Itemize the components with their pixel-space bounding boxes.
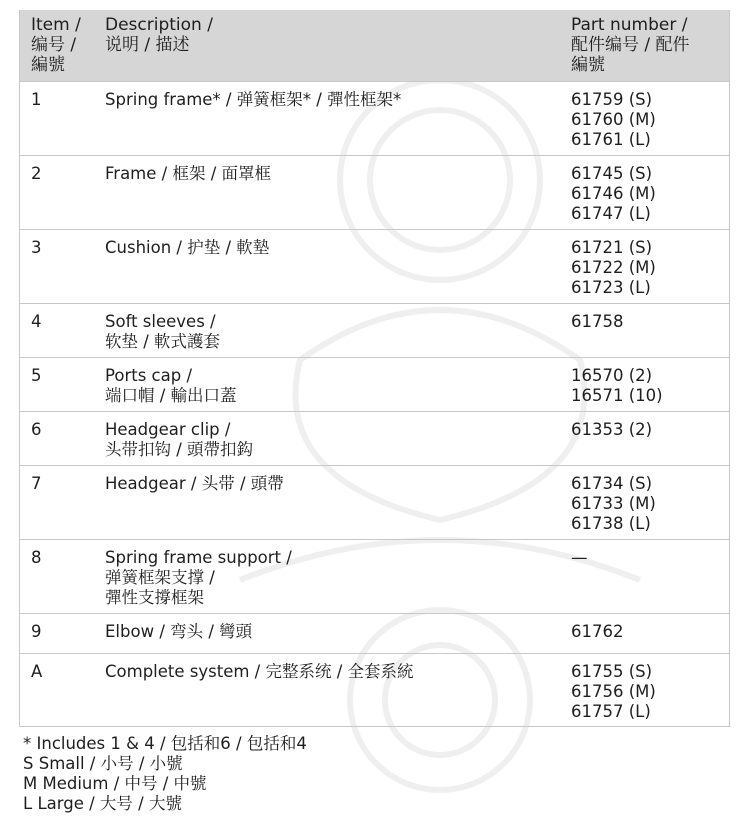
row-description: Ports cap / 端口帽 / 輸出口蓋 <box>105 366 237 405</box>
footnotes <box>23 734 307 814</box>
row-description: Frame / 框架 / 面罩框 <box>105 164 272 183</box>
header-part-number: Part number / 配件编号 / 配件 編號 <box>571 15 690 75</box>
row-item: 7 <box>31 474 42 493</box>
row-part-number: 61758 <box>571 312 624 331</box>
row-description: Headgear clip / 头带扣钩 / 頭帶扣鈎 <box>105 420 254 459</box>
row-part-number: 61353 (2) <box>571 420 653 439</box>
parts-table <box>19 10 730 727</box>
row-part-number: — <box>571 548 588 567</box>
row-description: Spring frame support / 弹簧框架支撑 / 彈性支撐框架 <box>105 548 292 607</box>
row-description: Complete system / 完整系统 / 全套系統 <box>105 662 414 681</box>
table-row <box>20 357 729 411</box>
row-part-number: 61734 (S) 61733 (M) 61738 (L) <box>571 474 656 533</box>
header-description: Description / 说明 / 描述 <box>105 15 213 55</box>
table-row <box>20 81 729 155</box>
row-part-number: 61755 (S) 61756 (M) 61757 (L) <box>571 662 656 721</box>
row-description: Headgear / 头带 / 頭帶 <box>105 474 284 493</box>
row-item: 6 <box>31 420 42 439</box>
row-part-number: 61762 <box>571 622 624 641</box>
table-header <box>20 10 729 81</box>
row-description: Elbow / 弯头 / 彎頭 <box>105 622 253 641</box>
header-item: Item / 编号 / 編號 <box>31 15 81 75</box>
row-item: 4 <box>31 312 42 331</box>
table-row <box>20 303 729 357</box>
footnote-medium: M Medium / 中号 / 中號 <box>23 774 207 793</box>
row-description: Cushion / 护垫 / 軟墊 <box>105 238 270 257</box>
row-item: 9 <box>31 622 42 641</box>
table-row <box>20 653 729 726</box>
row-description: Soft sleeves / 软垫 / 軟式護套 <box>105 312 221 351</box>
table-row <box>20 411 729 465</box>
row-item: 8 <box>31 548 42 567</box>
row-item: A <box>31 662 43 681</box>
footnote-small: S Small / 小号 / 小號 <box>23 754 183 773</box>
row-item: 1 <box>31 90 42 109</box>
table-row <box>20 613 729 653</box>
table-row <box>20 155 729 229</box>
row-item: 5 <box>31 366 42 385</box>
row-item: 2 <box>31 164 42 183</box>
table-row <box>20 465 729 539</box>
footnote-includes: * Includes 1 & 4 / 包括和6 / 包括和4 <box>23 734 307 753</box>
row-part-number: 61759 (S) 61760 (M) 61761 (L) <box>571 90 656 149</box>
table-row <box>20 229 729 303</box>
footnote-large: L Large / 大号 / 大號 <box>23 794 182 813</box>
row-item: 3 <box>31 238 42 257</box>
row-part-number: 61745 (S) 61746 (M) 61747 (L) <box>571 164 656 223</box>
row-part-number: 61721 (S) 61722 (M) 61723 (L) <box>571 238 656 297</box>
table-row <box>20 539 729 613</box>
row-description: Spring frame* / 弹簧框架* / 彈性框架* <box>105 90 402 109</box>
row-part-number: 16570 (2) 16571 (10) <box>571 366 663 405</box>
